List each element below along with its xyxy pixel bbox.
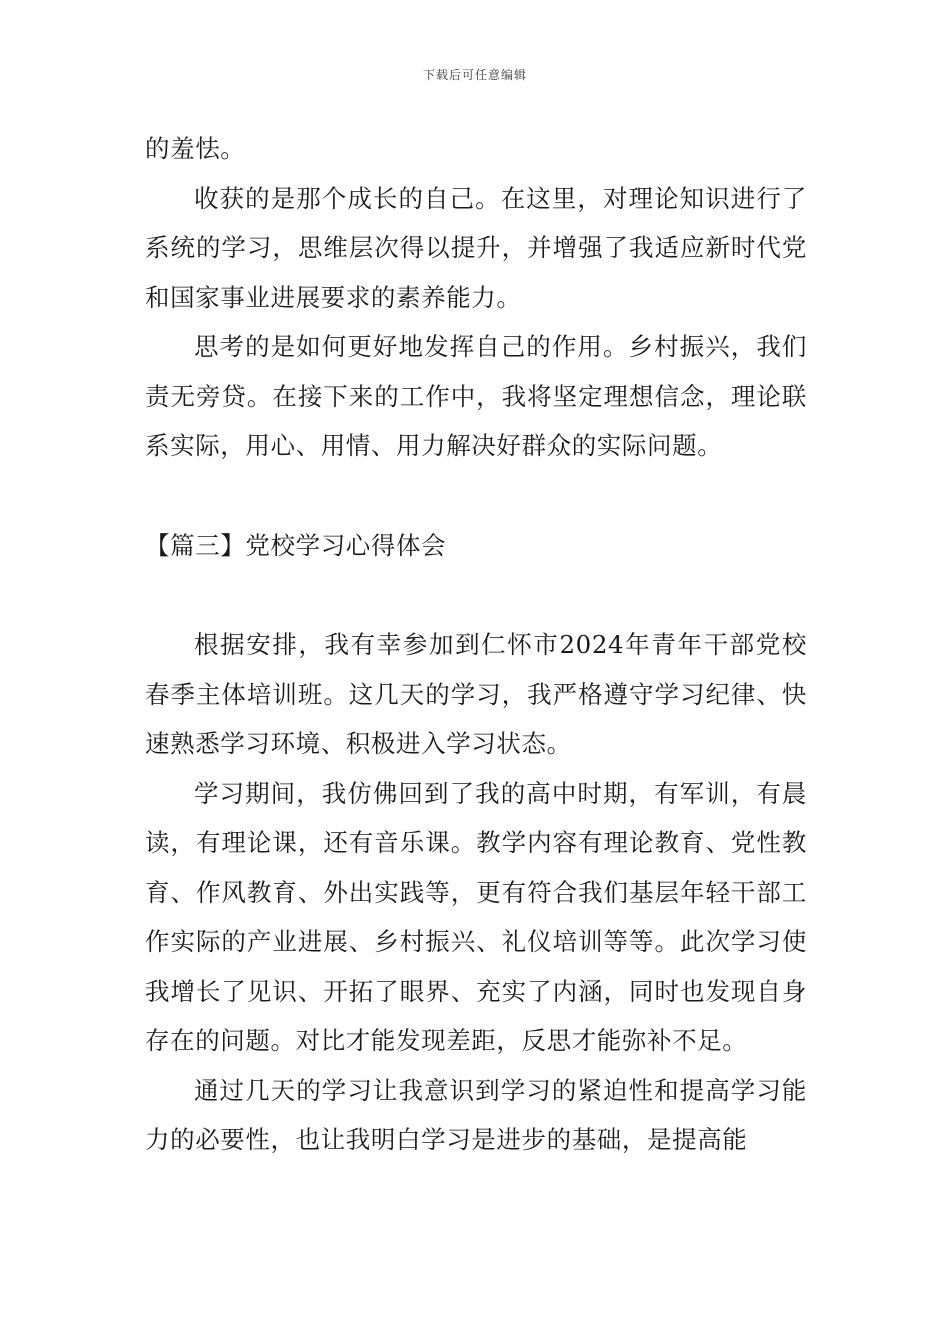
paragraph-reflection: 思考的是如何更好地发挥自己的作用。乡村振兴，我们责无旁贷。在接下来的工作中，我将坚定理想信念，理论联系实际，用心、用情、用力解决好群众的实际问题。 xyxy=(145,332,807,460)
paragraph-study-period: 学习期间，我仿佛回到了我的高中时期，有军训，有晨读，有理论课，还有音乐课。教学内容有理论教育、党性教育、作风教育、外出实践等，更有符合我们基层年轻干部工作实际的产业进展、乡村振兴、礼仪培训等等。此次学习使我增长了见识、开拓了眼界、充实了内涵，同时也发现自身存在的问题。对比才能发现差距，反思才能弥补不足。 xyxy=(145,778,807,1055)
paragraph-harvest: 收获的是那个成长的自己。在这里，对理论知识进行了系统的学习，思维层次得以提升，并增强了我适应新时代党和国家事业进展要求的素养能力。 xyxy=(145,183,807,312)
paragraph-continuation: 的羞怯。 xyxy=(145,134,246,163)
document-body xyxy=(145,124,807,1165)
section-title: 【篇三】党校学习心得体会 xyxy=(145,530,447,560)
page-header-note: 下载后可任意编辑 xyxy=(422,68,527,82)
paragraph-awareness: 通过几天的学习让我意识到学习的紧迫性和提高学习能力的必要性，也让我明白学习是进步的基础，是提高能 xyxy=(145,1075,807,1154)
paragraph-arrangement: 根据安排，我有幸参加到仁怀市2024年青年干部党校春季主体培训班。这几天的学习，我严格遵守学习纪律、快速熟悉学习环境、积极进入学习状态。 xyxy=(145,630,807,758)
